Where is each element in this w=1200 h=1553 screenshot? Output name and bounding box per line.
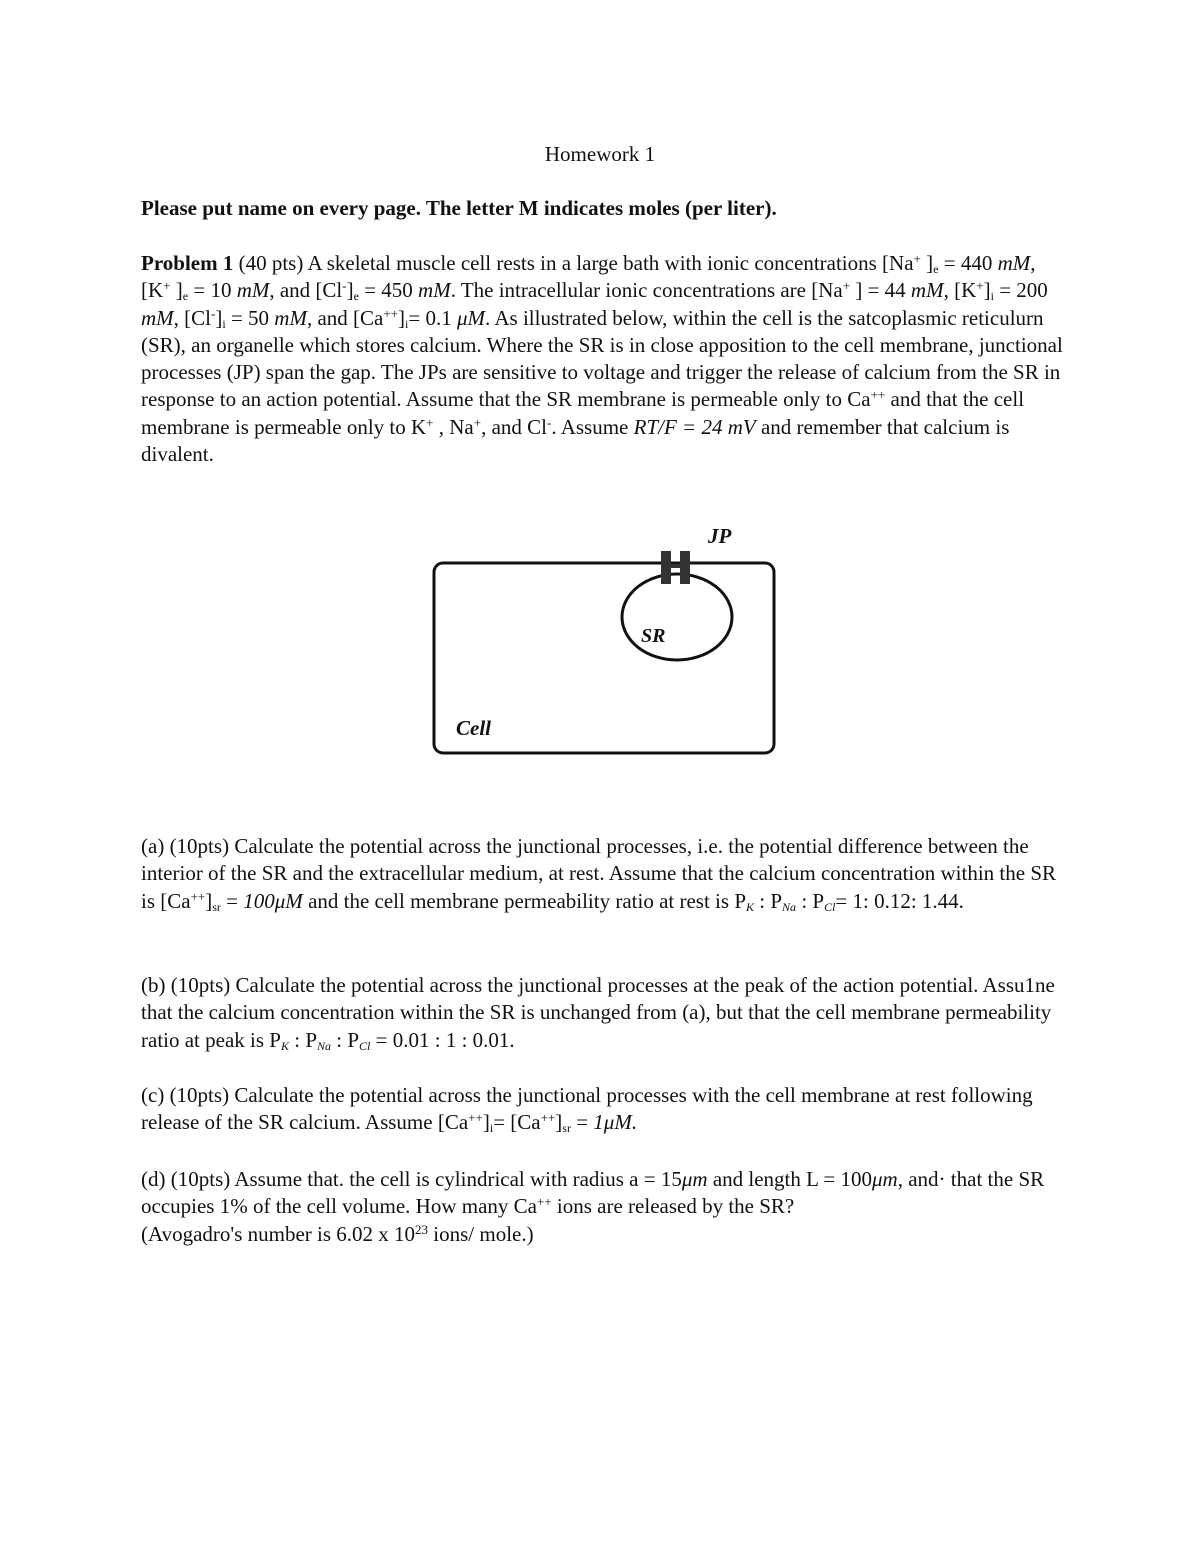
part-c: (c) (10pts) Calculate the potential across the junctional processes with the cell membrane at rest following release of the SR calcium. Assume $[Ca^{++}]_i= [Ca^{++}]_{sr} = 1\mu M$. — [141, 1083, 1033, 1136]
cell-diagram — [425, 520, 785, 785]
problem-intro-a: A skeletal muscle cell rests in a large bath with ionic concentrations [Na — [307, 251, 914, 275]
cl-out-value: 450 — [381, 278, 413, 303]
cl-in-value: 50 — [248, 305, 270, 330]
part-d-points: (10pts) — [170, 1167, 231, 1191]
instructions: Please put name on every page. The letter M indicates moles (per liter). — [141, 196, 777, 220]
na-in-value: 44 — [884, 278, 906, 303]
problem-label: Problem 1 — [141, 251, 234, 275]
junctional-process-right — [680, 551, 690, 584]
jp-label: JP — [708, 524, 732, 548]
part-a-points: (10pts) — [169, 834, 230, 858]
part-a: (a) (10pts) Calculate the potential across the junctional processes, i.e. the potential difference between the interior of the SR and the extracellular medium, at rest. Assume that the calcium concentration within the SR is $[Ca^{++}]_{sr} = 100\mu M$ and the cell membrane permeability ratio at rest is $P_K$ : $P_{Na}$ : $P_{Cl}= 1$: 0.12: 1.44. — [141, 834, 1057, 914]
rtf-value: RT/F = 24 mV — [633, 414, 756, 439]
ca-in-value: 0.1 — [425, 305, 452, 330]
k-out-value: 10 — [210, 278, 232, 303]
problem-points: (40 pts) — [238, 251, 304, 275]
cell-diagram-svg — [425, 520, 785, 785]
part-b-label: (b) — [141, 973, 166, 997]
junctional-process-left — [661, 551, 671, 584]
part-a-ratio: 1: 0.12: 1.44. — [852, 888, 964, 913]
part-b: (b) (10pts) Calculate the potential across the junctional processes at the peak of the action potential. Assu1ne that the calcium concentration within the SR is unchanged from (a), but that the cell membrane permeability ratio at peak is $P_K$ : $P_{Na}$ : $P_{Cl} = 0.01$ : 1 : 0.01. — [141, 973, 1055, 1053]
part-c-points: (10pts) — [169, 1083, 230, 1107]
part-c-conc: 1μM. — [593, 1110, 638, 1135]
sr-organelle — [622, 574, 732, 660]
part-c-label: (c) — [141, 1083, 165, 1107]
avogadro-exponent: 23 — [415, 1221, 429, 1237]
na-out-value: 440 — [960, 251, 993, 275]
part-b-points: (10pts) — [170, 973, 231, 997]
cell-label: Cell — [456, 716, 491, 740]
problem-1-statement: Problem 1 (40 pts) A skeletal muscle cell rests in a large bath with ionic concentrations [Na+ ]$_e = 440$ mM, [K+ ]$_e = 10$ mM, and $[Cl^-]_e = 450$ mM. The intracellular ionic concentrations are [Na+ ] = 44 mM, $[K^+]_i = 200$ mM, $[Cl^-]_i = 50$ mM, and $[Ca^{++}]_i= 0.1$ μM. As illustrated below, within the cell is the satcoplasmic reticulurn (SR), an organelle which stores calcium. Where the SR is in close apposition to the cell membrane, junctional processes (JP) span the gap. The JPs are sensitive to voltage and trigger the release of calcium from the SR in response to an action potential. Assume that the SR membrane is permeable only to Ca++ and that the cell membrane is permeable only to K+ , Na+, and Cl-. Assume RT/F = 24 mV and remember that calcium is divalent. — [141, 251, 1063, 467]
part-a-label: (a) — [141, 834, 165, 858]
part-d-label: (d) — [141, 1167, 166, 1191]
part-d: (d) (10pts) Assume that. the cell is cylindrical with radius a = 15μm and length L = 100μm, and· that the SR occupies 1% of the cell volume. How many Ca++ ions are released by the SR? (Avogadro's number is 6.02 x $10^{23}$ ions/ mole.) — [141, 1167, 1045, 1246]
k-in-value: 200 — [1016, 278, 1048, 303]
part-b-ratio: 0.01 : 1 : 0.01. — [392, 1027, 515, 1052]
sr-label: SR — [641, 625, 666, 647]
page-title: Homework 1 — [544, 142, 656, 166]
part-a-sr-conc: 100μM — [243, 888, 303, 913]
